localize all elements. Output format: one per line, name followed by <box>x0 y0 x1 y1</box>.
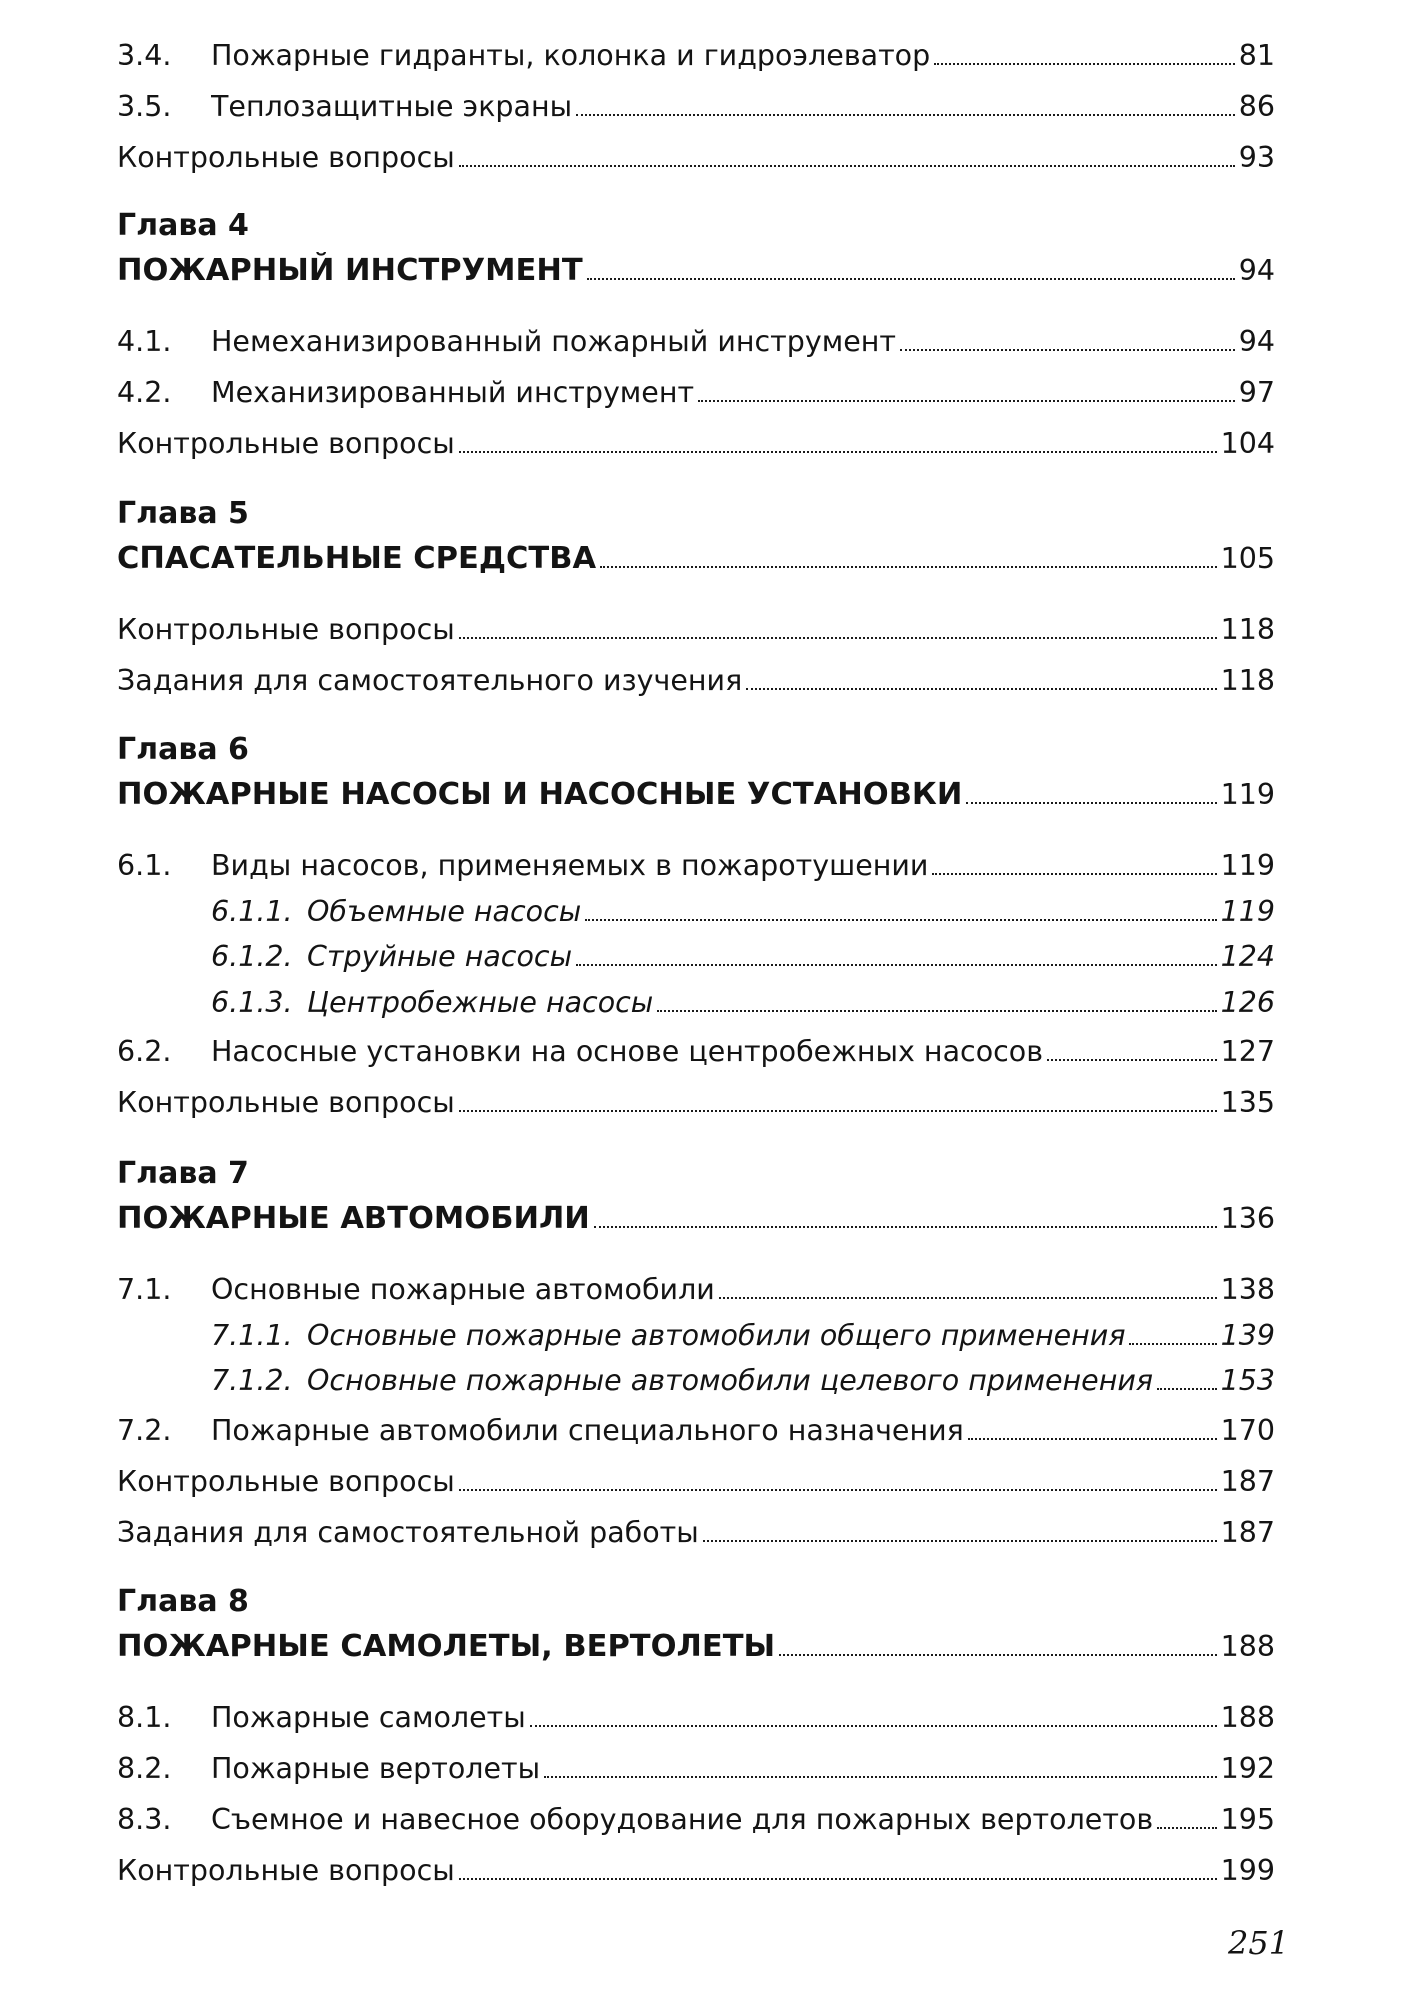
entry-title: Насосные установки на основе центробежных насосов <box>211 1035 1044 1068</box>
page-ref: 126 <box>1220 986 1275 1019</box>
entry-title: Задания для самостоятельного изучения <box>117 664 743 697</box>
entry-title: Механизированный инструмент <box>211 376 695 409</box>
page-ref: 187 <box>1220 1465 1275 1498</box>
entry-title: Пожарные вертолеты <box>211 1752 541 1785</box>
page-ref: 153 <box>1220 1364 1275 1397</box>
dot-leader <box>719 1297 1217 1299</box>
section-number: 3.5. <box>117 90 172 123</box>
toc-subentry[interactable] <box>211 894 1275 930</box>
section-number: 7.1.2. <box>211 1364 293 1397</box>
chapter-title: ПОЖАРНЫЕ АВТОМОБИЛИ <box>117 1201 590 1236</box>
dot-leader <box>746 688 1216 690</box>
dot-leader <box>657 1010 1216 1012</box>
dot-leader <box>932 873 1216 875</box>
entry-title: Контрольные вопросы <box>117 1086 455 1119</box>
dot-leader <box>1129 1343 1216 1345</box>
toc-entry[interactable] <box>117 1853 1275 1889</box>
page-ref: 187 <box>1220 1516 1275 1549</box>
entry-title: Пожарные гидранты, колонка и гидроэлеватор <box>211 39 931 72</box>
page-ref: 105 <box>1220 542 1275 575</box>
toc-entry[interactable] <box>117 1751 1275 1787</box>
entry-title: Основные пожарные автомобили <box>211 1273 715 1306</box>
toc-entry[interactable] <box>117 848 1275 884</box>
dot-leader <box>1047 1059 1217 1061</box>
page-ref: 192 <box>1220 1752 1275 1785</box>
toc-entry[interactable] <box>117 89 1275 125</box>
toc-entry[interactable] <box>117 375 1275 411</box>
page-ref: 124 <box>1220 940 1275 973</box>
dot-leader <box>703 1540 1217 1542</box>
toc-entry[interactable] <box>117 140 1275 176</box>
dot-leader <box>459 451 1217 453</box>
section-number: 4.2. <box>117 376 172 409</box>
chapter-title-entry[interactable] <box>117 776 1275 814</box>
chapter-title: ПОЖАРНЫЕ НАСОСЫ И НАСОСНЫЕ УСТАНОВКИ <box>117 777 963 812</box>
dot-leader <box>459 637 1217 639</box>
toc-subentry[interactable] <box>211 939 1275 975</box>
dot-leader <box>966 802 1216 804</box>
toc-entry[interactable] <box>117 1464 1275 1500</box>
page-ref: 118 <box>1220 664 1275 697</box>
entry-title: Контрольные вопросы <box>117 141 455 174</box>
section-number: 3.4. <box>117 39 172 72</box>
chapter-label: Глава 4 <box>117 208 249 243</box>
dot-leader <box>530 1725 1217 1727</box>
toc-entry[interactable] <box>117 663 1275 699</box>
dot-leader <box>779 1654 1216 1656</box>
section-number: 4.1. <box>117 325 172 358</box>
page-ref: 93 <box>1238 141 1275 174</box>
entry-title: Основные пожарные автомобили общего применения <box>307 1319 1126 1352</box>
page-ref: 195 <box>1220 1803 1275 1836</box>
section-number: 8.3. <box>117 1803 172 1836</box>
chapter-label: Глава 5 <box>117 496 249 531</box>
section-number: 6.1.3. <box>211 986 293 1019</box>
toc-entry[interactable] <box>117 1515 1275 1551</box>
chapter-title-entry[interactable] <box>117 1200 1275 1238</box>
toc-entry[interactable] <box>117 1700 1275 1736</box>
toc-entry[interactable] <box>117 324 1275 360</box>
dot-leader <box>600 566 1217 568</box>
entry-title: Основные пожарные автомобили целевого применения <box>307 1364 1153 1397</box>
entry-title: Струйные насосы <box>307 940 573 973</box>
dot-leader <box>544 1776 1216 1778</box>
toc-entry[interactable] <box>117 1085 1275 1121</box>
toc-entry[interactable] <box>117 1802 1275 1838</box>
section-number: 7.1. <box>117 1273 172 1306</box>
toc-subentry[interactable] <box>211 1363 1275 1399</box>
entry-title: Контрольные вопросы <box>117 613 455 646</box>
dot-leader <box>576 114 1235 116</box>
chapter-title-entry[interactable] <box>117 252 1275 290</box>
page-ref: 127 <box>1220 1035 1275 1068</box>
chapter-label: Глава 6 <box>117 732 249 767</box>
page-ref: 188 <box>1220 1701 1275 1734</box>
dot-leader <box>459 1110 1217 1112</box>
page-ref: 118 <box>1220 613 1275 646</box>
section-number: 6.1.1. <box>211 895 293 928</box>
entry-title: Съемное и навесное оборудование для пожарных вертолетов <box>211 1803 1154 1836</box>
section-number: 6.2. <box>117 1035 172 1068</box>
entry-title: Задания для самостоятельной работы <box>117 1516 699 1549</box>
toc-entry[interactable] <box>117 1413 1275 1449</box>
entry-title: Контрольные вопросы <box>117 1854 455 1887</box>
page-ref: 139 <box>1220 1319 1275 1352</box>
section-number: 7.2. <box>117 1414 172 1447</box>
entry-title: Центробежные насосы <box>307 986 654 1019</box>
dot-leader <box>576 964 1217 966</box>
page-ref: 86 <box>1238 90 1275 123</box>
toc-entry[interactable] <box>117 426 1275 462</box>
page-ref: 94 <box>1238 325 1275 358</box>
entry-title: Объемные насосы <box>307 895 582 928</box>
chapter-label: Глава 7 <box>117 1156 249 1191</box>
page-ref: 94 <box>1238 254 1275 287</box>
dot-leader <box>900 349 1235 351</box>
dot-leader <box>968 1438 1217 1440</box>
page-ref: 119 <box>1220 778 1275 811</box>
toc-entry[interactable] <box>117 1272 1275 1308</box>
page-ref: 104 <box>1220 427 1275 460</box>
entry-title: Теплозащитные экраны <box>211 90 573 123</box>
page-ref: 135 <box>1220 1086 1275 1119</box>
toc-subentry[interactable] <box>211 1318 1275 1354</box>
page-ref: 119 <box>1220 895 1275 928</box>
page-ref: 188 <box>1220 1630 1275 1663</box>
section-number: 7.1.1. <box>211 1319 293 1352</box>
dot-leader <box>587 278 1235 280</box>
entry-title: Контрольные вопросы <box>117 1465 455 1498</box>
chapter-title-entry[interactable] <box>117 540 1275 578</box>
entry-title: Немеханизированный пожарный инструмент <box>211 325 896 358</box>
page-ref: 97 <box>1238 376 1275 409</box>
dot-leader <box>594 1226 1217 1228</box>
toc-entry[interactable] <box>117 612 1275 648</box>
page-ref: 136 <box>1220 1202 1275 1235</box>
chapter-title-entry[interactable] <box>117 1628 1275 1666</box>
entry-title: Виды насосов, применяемых в пожаротушении <box>211 849 929 882</box>
toc-entry[interactable] <box>117 1034 1275 1070</box>
page-ref: 81 <box>1238 39 1275 72</box>
dot-leader <box>934 63 1235 65</box>
dot-leader <box>585 919 1216 921</box>
chapter-title: ПОЖАРНЫЕ САМОЛЕТЫ, ВЕРТОЛЕТЫ <box>117 1629 776 1664</box>
dot-leader <box>1157 1388 1217 1390</box>
dot-leader <box>459 1489 1217 1491</box>
chapter-title: ПОЖАРНЫЙ ИНСТРУМЕНТ <box>117 253 583 288</box>
entry-title: Пожарные автомобили специального назначения <box>211 1414 964 1447</box>
page-ref: 199 <box>1220 1854 1275 1887</box>
page-ref: 119 <box>1220 849 1275 882</box>
toc-subentry[interactable] <box>211 985 1275 1021</box>
page-number: 251 <box>1228 1924 1290 1962</box>
section-number: 6.1.2. <box>211 940 293 973</box>
dot-leader <box>459 1878 1217 1880</box>
section-number: 8.1. <box>117 1701 172 1734</box>
section-number: 8.2. <box>117 1752 172 1785</box>
dot-leader <box>698 400 1235 402</box>
chapter-label: Глава 8 <box>117 1584 249 1619</box>
entry-title: Пожарные самолеты <box>211 1701 526 1734</box>
toc-entry[interactable] <box>117 38 1275 74</box>
dot-leader <box>1157 1827 1216 1829</box>
entry-title: Контрольные вопросы <box>117 427 455 460</box>
chapter-title: СПАСАТЕЛЬНЫЕ СРЕДСТВА <box>117 541 597 576</box>
page-ref: 138 <box>1220 1273 1275 1306</box>
page-ref: 170 <box>1220 1414 1275 1447</box>
section-number: 6.1. <box>117 849 172 882</box>
dot-leader <box>459 165 1235 167</box>
